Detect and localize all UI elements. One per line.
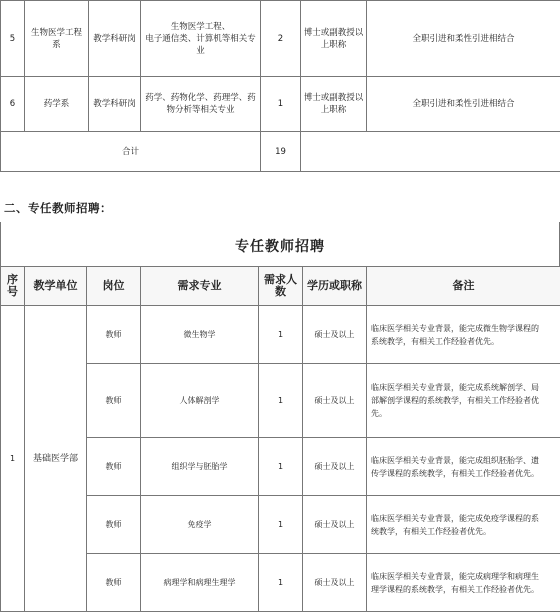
header-post: 岗位 xyxy=(87,267,141,306)
header-no: 序号 xyxy=(1,267,25,306)
remark-cell: 临床医学相关专业背景，能完成组织胚胎学、遗 传学课程的系统教学，有相关工作经验者优先。 xyxy=(367,438,560,496)
remark-cell: 临床医学相关专业背景，能完成免疫学课程的系 统教学，有相关工作经验者优先。 xyxy=(367,496,560,554)
post-cell: 教师 xyxy=(87,438,141,496)
header-row xyxy=(1,267,560,306)
count-cell: 1 xyxy=(261,77,301,132)
count-cell: 1 xyxy=(259,496,303,554)
header-unit: 教学单位 xyxy=(25,267,87,306)
top-recruitment-table xyxy=(0,0,560,172)
header-degree: 学历或职称 xyxy=(303,267,367,306)
header-count: 需求人数 xyxy=(259,267,303,306)
remark-cell: 全职引进和柔性引进相结合 xyxy=(367,77,560,132)
degree-cell: 博士或副教授以 上职称 xyxy=(301,77,367,132)
degree-cell: 硕士及以上 xyxy=(303,364,367,438)
post-cell: 教师 xyxy=(87,306,141,364)
count-cell: 2 xyxy=(261,1,301,77)
major-cell: 组织学与胚胎学 xyxy=(141,438,259,496)
major-cell: 病理学和病理生理学 xyxy=(141,554,259,612)
total-blank xyxy=(301,132,560,172)
total-row xyxy=(1,132,560,172)
major-cell: 药学、药物化学、药理学、药 物分析等相关专业 xyxy=(141,77,261,132)
count-cell: 1 xyxy=(259,438,303,496)
degree-cell: 硕士及以上 xyxy=(303,496,367,554)
count-cell: 1 xyxy=(259,554,303,612)
group-department: 基础医学部 xyxy=(25,306,87,612)
department-cell: 药学系 xyxy=(25,77,89,132)
group-number: 1 xyxy=(1,306,25,612)
count-cell: 1 xyxy=(259,364,303,438)
major-cell: 微生物学 xyxy=(141,306,259,364)
table-title-band xyxy=(0,222,560,266)
count-cell: 1 xyxy=(259,306,303,364)
remark-cell: 临床医学相关专业背景，能完成微生物学课程的 系统教学，有相关工作经验者优先。 xyxy=(367,306,560,364)
department-cell: 生物医学工程系 xyxy=(25,1,89,77)
table-title: 专任教师招聘 xyxy=(1,236,559,256)
post-cell: 教学科研岗 xyxy=(89,1,141,77)
remark-cell: 临床医学相关专业背景，能完成病理学和病理生 理学课程的系统教学，有相关工作经验者优先。 xyxy=(367,554,560,612)
post-cell: 教师 xyxy=(87,364,141,438)
degree-cell: 硕士及以上 xyxy=(303,554,367,612)
remark-cell: 临床医学相关专业背景，能完成系统解剖学、局 部解剖学课程的系统教学，有相关工作经验者优 先。 xyxy=(367,364,560,438)
degree-cell: 硕士及以上 xyxy=(303,438,367,496)
major-cell: 免疫学 xyxy=(141,496,259,554)
post-cell: 教师 xyxy=(87,554,141,612)
table-row xyxy=(1,77,560,132)
remark-cell: 全职引进和柔性引进相结合 xyxy=(367,1,560,77)
row-number: 5 xyxy=(1,1,25,77)
table-row xyxy=(1,306,560,364)
post-cell: 教师 xyxy=(87,496,141,554)
header-remark: 备注 xyxy=(367,267,560,306)
row-number: 6 xyxy=(1,77,25,132)
teacher-recruitment-table xyxy=(0,266,560,612)
major-cell: 生物医学工程、 电子通信类、计算机等相关专业 xyxy=(141,1,261,77)
major-cell: 人体解剖学 xyxy=(141,364,259,438)
section-heading: 二、专任教师招聘： xyxy=(4,200,112,216)
degree-cell: 博士或副教授以 上职称 xyxy=(301,1,367,77)
degree-cell: 硕士及以上 xyxy=(303,306,367,364)
total-count: 19 xyxy=(261,132,301,172)
table-row xyxy=(1,1,560,77)
header-major: 需求专业 xyxy=(141,267,259,306)
post-cell: 教学科研岗 xyxy=(89,77,141,132)
total-label: 合计 xyxy=(1,132,261,172)
